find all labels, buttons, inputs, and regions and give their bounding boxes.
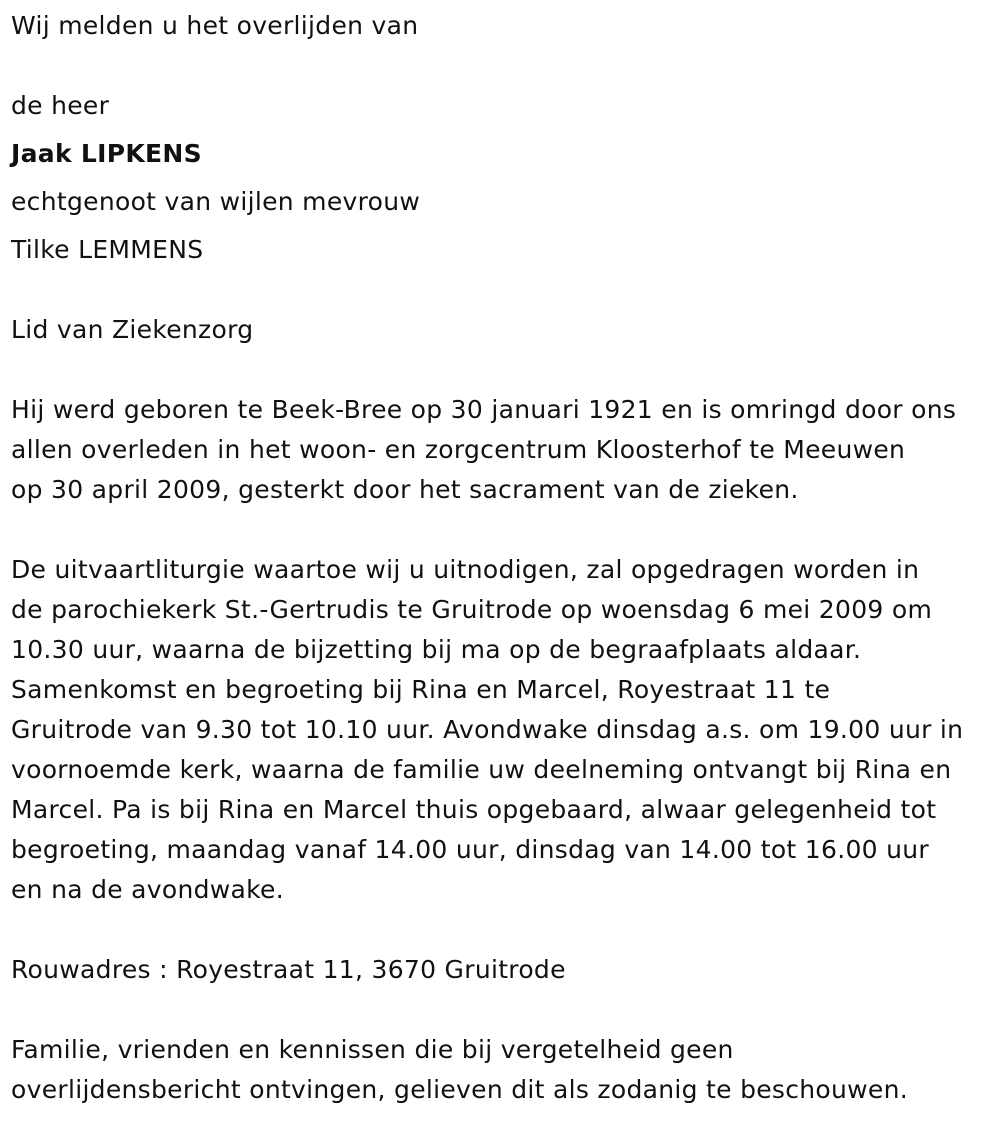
paragraph-line: Gruitrode van 9.30 tot 10.10 uur. Avondwake dinsdag a.s. om 19.00 uur in — [11, 715, 964, 744]
spacer — [11, 510, 1000, 550]
paragraph-line: Familie, vrienden en kennissen die bij vergetelheid geen — [11, 1035, 734, 1064]
funeral-paragraph — [11, 550, 1000, 910]
closing-paragraph — [11, 1030, 1000, 1110]
paragraph-line: begroeting, maandag vanaf 14.00 uur, dinsdag van 14.00 tot 16.00 uur — [11, 835, 929, 864]
paragraph-line: op 30 april 2009, gesterkt door het sacrament van de zieken. — [11, 475, 799, 504]
paragraph-line: voornoemde kerk, waarna de familie uw deelneming ontvangt bij Rina en — [11, 755, 952, 784]
spacer — [11, 350, 1000, 390]
mourning-address: Rouwadres : Royestraat 11, 3670 Gruitrode — [11, 955, 566, 984]
deceased-name: Jaak LIPKENS — [11, 139, 202, 168]
paragraph-line: De uitvaartliturgie waartoe wij u uitnodigen, zal opgedragen worden in — [11, 555, 920, 584]
spacer — [11, 990, 1000, 1030]
paragraph-line: en na de avondwake. — [11, 875, 284, 904]
paragraph-line: overlijdensbericht ontvingen, gelieven dit als zodanig te beschouwen. — [11, 1075, 908, 1104]
spouse-label: echtgenoot van wijlen mevrouw — [11, 187, 421, 216]
title-text: de heer — [11, 91, 110, 120]
spacer — [11, 46, 1000, 86]
paragraph-line: Marcel. Pa is bij Rina en Marcel thuis opgebaard, alwaar gelegenheid tot — [11, 795, 937, 824]
birth-death-paragraph — [11, 390, 1000, 510]
paragraph-line: allen overleden in het woon- en zorgcentrum Kloosterhof te Meeuwen — [11, 435, 906, 464]
spouse-name: Tilke LEMMENS — [11, 235, 204, 264]
spacer — [11, 910, 1000, 950]
paragraph-line: Hij werd geboren te Beek-Bree op 30 januari 1921 en is omringd door ons — [11, 395, 957, 424]
paragraph-line: Samenkomst en begroeting bij Rina en Marcel, Royestraat 11 te — [11, 675, 831, 704]
paragraph-line: de parochiekerk St.-Gertrudis te Gruitrode op woensdag 6 mei 2009 om — [11, 595, 933, 624]
membership-text: Lid van Ziekenzorg — [11, 315, 254, 344]
intro-text: Wij melden u het overlijden van — [11, 11, 419, 40]
paragraph-line: 10.30 uur, waarna de bijzetting bij ma op de begraafplaats aldaar. — [11, 635, 862, 664]
spacer — [11, 270, 1000, 310]
